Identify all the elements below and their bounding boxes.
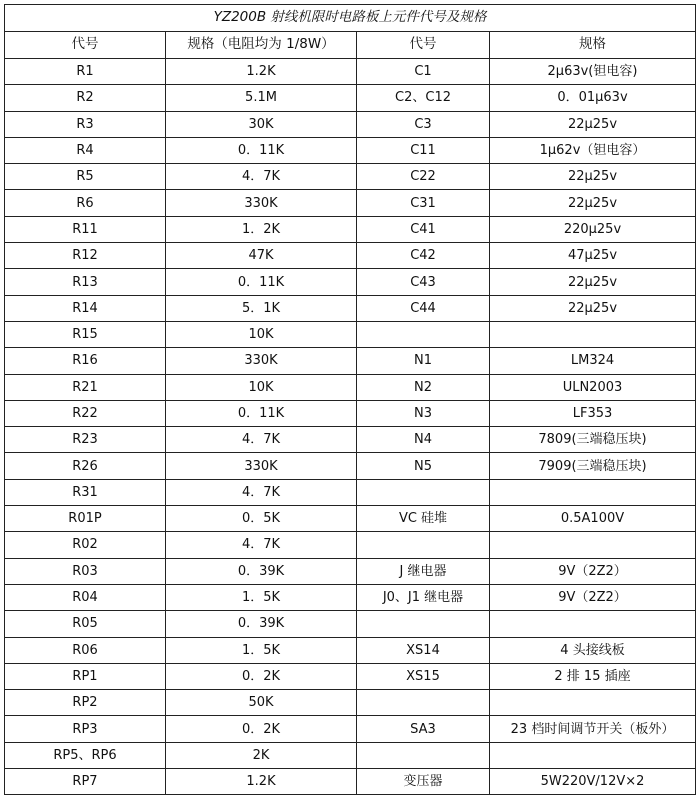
resistor-code-cell: R1 xyxy=(5,59,166,85)
header-spec-2: 规格 xyxy=(490,32,696,59)
component-code-cell xyxy=(357,611,490,637)
resistor-code-cell: R31 xyxy=(5,479,166,505)
component-code-cell: SA3 xyxy=(357,716,490,742)
component-code-cell: C44 xyxy=(357,295,490,321)
resistor-code-cell: R06 xyxy=(5,637,166,663)
component-code-cell xyxy=(357,690,490,716)
component-code-cell: N1 xyxy=(357,348,490,374)
component-spec-cell: 9V（2Z2） xyxy=(490,558,696,584)
component-code-cell xyxy=(357,479,490,505)
header-spec-1: 规格（电阻均为 1/8W） xyxy=(166,32,357,59)
table-row xyxy=(5,348,696,374)
resistor-spec-cell: 1．5K xyxy=(166,637,357,663)
resistor-code-cell: R14 xyxy=(5,295,166,321)
resistor-spec-cell: 47K xyxy=(166,243,357,269)
table-row xyxy=(5,769,696,795)
component-code-cell xyxy=(357,742,490,768)
table-row xyxy=(5,374,696,400)
table-row xyxy=(5,243,696,269)
table-row xyxy=(5,716,696,742)
component-code-cell xyxy=(357,321,490,347)
resistor-spec-cell: 10K xyxy=(166,321,357,347)
component-spec-cell: LM324 xyxy=(490,348,696,374)
component-code-cell: N2 xyxy=(357,374,490,400)
resistor-spec-cell: 30K xyxy=(166,111,357,137)
component-spec-cell: 2 排 15 插座 xyxy=(490,663,696,689)
resistor-code-cell: RP7 xyxy=(5,769,166,795)
component-code-cell: N3 xyxy=(357,400,490,426)
resistor-spec-cell: 1．2K xyxy=(166,216,357,242)
component-spec-cell: 22μ25v xyxy=(490,111,696,137)
resistor-spec-cell: 50K xyxy=(166,690,357,716)
resistor-code-cell: R04 xyxy=(5,584,166,610)
component-spec-cell: ULN2003 xyxy=(490,374,696,400)
component-code-cell: C1 xyxy=(357,59,490,85)
table-title: YZ200B 射线机限时电路板上元件代号及规格 xyxy=(5,5,696,32)
resistor-spec-cell: 5.1M xyxy=(166,85,357,111)
table-row xyxy=(5,400,696,426)
resistor-code-cell: R01P xyxy=(5,506,166,532)
component-spec-cell: 7809(三端稳压块) xyxy=(490,427,696,453)
table-row xyxy=(5,59,696,85)
table-row xyxy=(5,558,696,584)
component-spec-cell: 9V（2Z2） xyxy=(490,584,696,610)
table-row xyxy=(5,85,696,111)
component-code-cell: C3 xyxy=(357,111,490,137)
component-spec-cell xyxy=(490,321,696,347)
component-code-cell: XS15 xyxy=(357,663,490,689)
table-row xyxy=(5,637,696,663)
component-code-cell: N4 xyxy=(357,427,490,453)
table-row xyxy=(5,611,696,637)
resistor-spec-cell: 0．11K xyxy=(166,269,357,295)
component-code-cell: C22 xyxy=(357,164,490,190)
resistor-code-cell: R15 xyxy=(5,321,166,347)
resistor-code-cell: RP1 xyxy=(5,663,166,689)
resistor-code-cell: R5 xyxy=(5,164,166,190)
component-spec-cell xyxy=(490,611,696,637)
component-spec-cell: 5W220V/12V×2 xyxy=(490,769,696,795)
resistor-code-cell: RP2 xyxy=(5,690,166,716)
table-row xyxy=(5,190,696,216)
component-spec-cell: 2μ63v(钽电容) xyxy=(490,59,696,85)
table-row xyxy=(5,137,696,163)
component-spec-cell: 23 档时间调节开关（板外） xyxy=(490,716,696,742)
resistor-code-cell: R6 xyxy=(5,190,166,216)
component-spec-cell: 47μ25v xyxy=(490,243,696,269)
resistor-code-cell: R4 xyxy=(5,137,166,163)
header-code-1: 代号 xyxy=(5,32,166,59)
component-spec-cell: 0.5A100V xyxy=(490,506,696,532)
table-row xyxy=(5,663,696,689)
component-code-cell: C41 xyxy=(357,216,490,242)
resistor-code-cell: R21 xyxy=(5,374,166,400)
resistor-spec-cell: 0．39K xyxy=(166,558,357,584)
table-body xyxy=(5,5,696,795)
component-code-cell: C42 xyxy=(357,243,490,269)
resistor-code-cell: R3 xyxy=(5,111,166,137)
resistor-spec-cell: 0．2K xyxy=(166,663,357,689)
component-spec-table xyxy=(4,4,696,795)
table-row xyxy=(5,321,696,347)
resistor-spec-cell: 4．7K xyxy=(166,479,357,505)
resistor-code-cell: R05 xyxy=(5,611,166,637)
resistor-code-cell: R26 xyxy=(5,453,166,479)
resistor-spec-cell: 10K xyxy=(166,374,357,400)
component-code-cell: 变压器 xyxy=(357,769,490,795)
resistor-code-cell: R22 xyxy=(5,400,166,426)
component-spec-cell: 22μ25v xyxy=(490,190,696,216)
table-row xyxy=(5,453,696,479)
component-spec-cell: 7909(三端稳压块) xyxy=(490,453,696,479)
resistor-spec-cell: 5．1K xyxy=(166,295,357,321)
component-code-cell: J 继电器 xyxy=(357,558,490,584)
table-row xyxy=(5,216,696,242)
resistor-spec-cell: 1．5K xyxy=(166,584,357,610)
table-row xyxy=(5,479,696,505)
resistor-spec-cell: 330K xyxy=(166,453,357,479)
table-row xyxy=(5,506,696,532)
resistor-code-cell: RP5、RP6 xyxy=(5,742,166,768)
resistor-code-cell: RP3 xyxy=(5,716,166,742)
resistor-code-cell: R13 xyxy=(5,269,166,295)
component-spec-cell: 4 头接线板 xyxy=(490,637,696,663)
component-spec-cell xyxy=(490,742,696,768)
component-code-cell: C2、C12 xyxy=(357,85,490,111)
component-code-cell: C11 xyxy=(357,137,490,163)
resistor-code-cell: R02 xyxy=(5,532,166,558)
table-row xyxy=(5,690,696,716)
resistor-spec-cell: 0．11K xyxy=(166,400,357,426)
resistor-spec-cell: 2K xyxy=(166,742,357,768)
component-spec-cell xyxy=(490,690,696,716)
table-row xyxy=(5,111,696,137)
resistor-code-cell: R16 xyxy=(5,348,166,374)
table-row xyxy=(5,584,696,610)
resistor-spec-cell: 0．5K xyxy=(166,506,357,532)
resistor-code-cell: R12 xyxy=(5,243,166,269)
resistor-spec-cell: 4．7K xyxy=(166,427,357,453)
component-code-cell: J0、J1 继电器 xyxy=(357,584,490,610)
component-spec-cell xyxy=(490,479,696,505)
component-code-cell: N5 xyxy=(357,453,490,479)
component-spec-cell xyxy=(490,532,696,558)
component-code-cell xyxy=(357,532,490,558)
resistor-spec-cell: 330K xyxy=(166,348,357,374)
resistor-spec-cell: 0．2K xyxy=(166,716,357,742)
component-spec-cell: 1μ62v（钽电容） xyxy=(490,137,696,163)
component-spec-cell: 0．01μ63v xyxy=(490,85,696,111)
resistor-spec-cell: 1.2K xyxy=(166,769,357,795)
component-table-sheet xyxy=(4,4,696,795)
component-spec-cell: 22μ25v xyxy=(490,164,696,190)
component-spec-cell: 22μ25v xyxy=(490,295,696,321)
resistor-spec-cell: 0．11K xyxy=(166,137,357,163)
table-row xyxy=(5,427,696,453)
component-code-cell: VC 硅堆 xyxy=(357,506,490,532)
header-row xyxy=(5,32,696,59)
table-row xyxy=(5,742,696,768)
table-row xyxy=(5,164,696,190)
component-spec-cell: 22μ25v xyxy=(490,269,696,295)
component-spec-cell: 220μ25v xyxy=(490,216,696,242)
resistor-spec-cell: 1.2K xyxy=(166,59,357,85)
resistor-code-cell: R2 xyxy=(5,85,166,111)
resistor-spec-cell: 0．39K xyxy=(166,611,357,637)
resistor-spec-cell: 4．7K xyxy=(166,532,357,558)
header-code-2: 代号 xyxy=(357,32,490,59)
resistor-code-cell: R23 xyxy=(5,427,166,453)
table-row xyxy=(5,269,696,295)
resistor-spec-cell: 330K xyxy=(166,190,357,216)
component-code-cell: C31 xyxy=(357,190,490,216)
component-code-cell: C43 xyxy=(357,269,490,295)
title-row xyxy=(5,5,696,32)
resistor-spec-cell: 4．7K xyxy=(166,164,357,190)
component-spec-cell: LF353 xyxy=(490,400,696,426)
table-row xyxy=(5,532,696,558)
component-code-cell: XS14 xyxy=(357,637,490,663)
table-row xyxy=(5,295,696,321)
resistor-code-cell: R03 xyxy=(5,558,166,584)
resistor-code-cell: R11 xyxy=(5,216,166,242)
